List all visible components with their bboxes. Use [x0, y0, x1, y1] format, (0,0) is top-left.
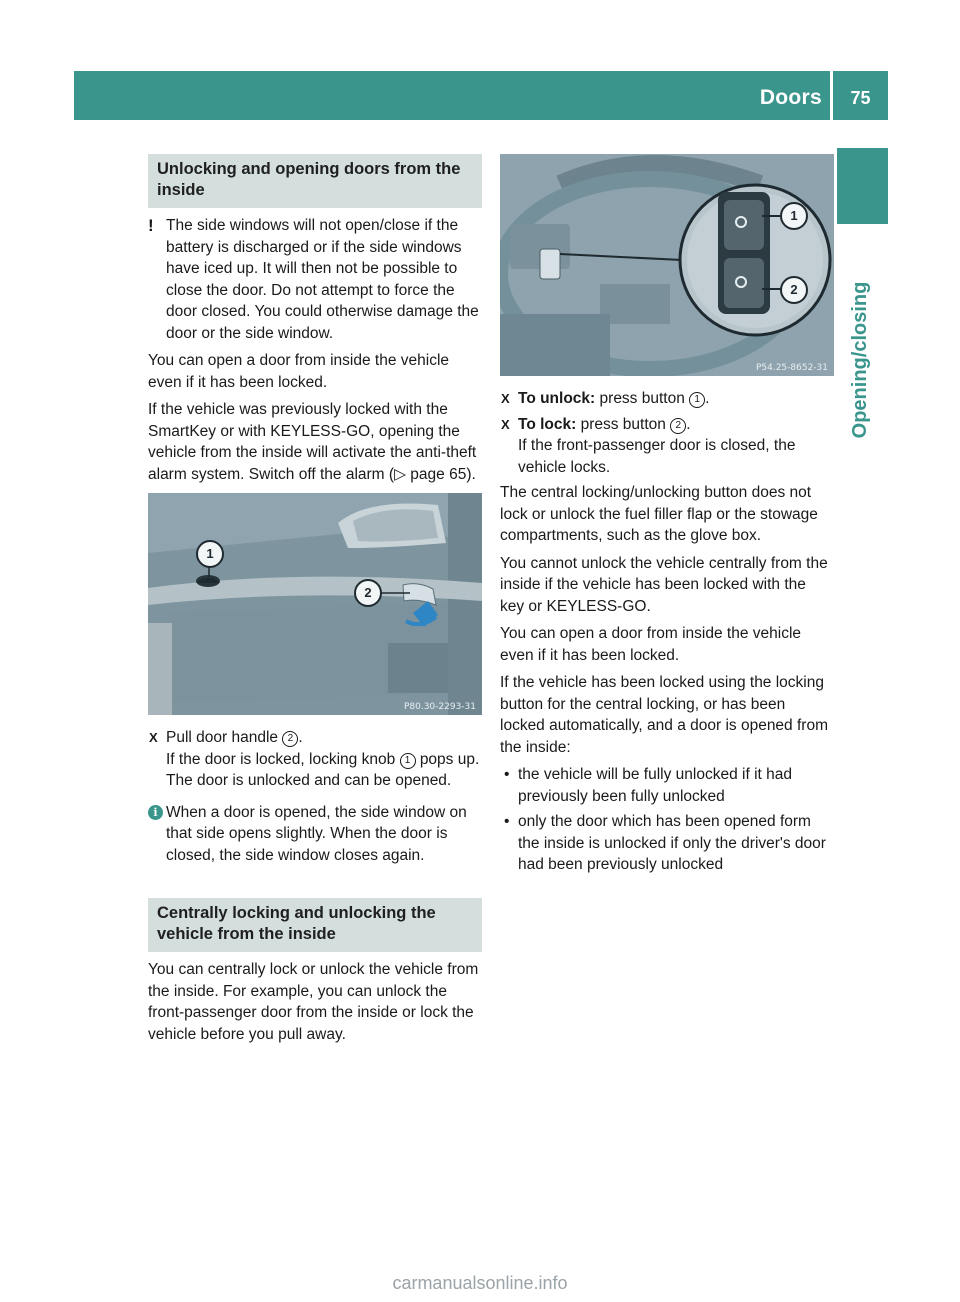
list-item-text: only the door which has been opened form the inside is unlocked if only the driver's door had been previously unlocked: [518, 813, 826, 873]
door-locking-button-illustration: [500, 154, 834, 376]
figure-code: P54.25-8652-31: [755, 363, 828, 373]
step-arrow-icon: X: [501, 391, 510, 406]
list-item-text: the vehicle will be fully unlocked if it had previously been fully unlocked: [518, 766, 792, 805]
list-item: [500, 764, 834, 807]
callout-ref-2: 2: [670, 418, 686, 434]
callout-ref-1: 1: [689, 392, 705, 408]
instruction-step: [148, 727, 482, 792]
list-item: [500, 811, 834, 876]
instruction-step-lock: X To lock: press button 2 . If the front-passenger door is closed, the vehicle locks.: [501, 415, 796, 476]
callout-ref-1: 1: [400, 753, 416, 769]
step-label: To unlock:: [518, 390, 596, 407]
left-column: [148, 154, 482, 1051]
callout-2: 2: [780, 276, 808, 304]
step-detail: pops up. The door is unlocked and can be opened.: [166, 750, 480, 789]
paragraph: The central locking/unlocking button does not lock or unlock the fuel filler flap or the stowage compartments, such as the glove box.: [500, 484, 818, 544]
warning-icon: !: [148, 216, 154, 235]
paragraph: You can open a door from inside the vehicle even if it has been locked.: [148, 352, 450, 391]
step-punct: .: [298, 729, 303, 746]
bullet-icon: •: [504, 766, 510, 783]
warning-note: [148, 215, 482, 344]
right-column: [500, 154, 834, 880]
info-note-text: When a door is opened, the side window on that side opens slightly. When the door is closed, the side window closes again.: [166, 803, 467, 864]
footer-watermark[interactable]: carmanualsonline.info: [392, 1273, 568, 1293]
callout-2: 2: [354, 579, 382, 607]
callout-1: 1: [780, 202, 808, 230]
step-text: Pull door handle: [166, 729, 279, 746]
door-interior-illustration: [148, 493, 482, 715]
paragraph-text: If the vehicle was previously locked with the SmartKey or with KEYLESS-GO, opening the vehicle from the inside will activate the anti-theft alarm system. Switch off the alarm: [148, 401, 477, 483]
side-tab: [837, 148, 888, 224]
page-reference: (▷ page 65).: [388, 465, 476, 483]
info-icon: i: [148, 805, 163, 820]
page-title: Doors: [759, 86, 822, 109]
info-note: [148, 802, 482, 867]
bullet-icon: •: [504, 813, 510, 830]
warning-note-text: The side windows will not open/close if the battery is discharged or if the side windows have iced up. It will then not be possible to close the door. Do not attempt to force the door closed. You could otherwise damage the door or the side window.: [166, 217, 479, 342]
spacer: [148, 872, 482, 898]
side-tab-label: Opening/closing: [849, 281, 871, 439]
step-label: To lock:: [518, 415, 577, 433]
callout-1: 1: [196, 540, 224, 568]
paragraph: [148, 399, 482, 485]
paragraph: If the vehicle has been locked using the locking button for the central locking, or has been locked automatically, and a door is opened from the inside:: [500, 674, 828, 756]
door-handle-figure: [148, 493, 482, 715]
figure-code: P80.30-2293-31: [403, 702, 476, 712]
callout-ref-2: 2: [282, 731, 298, 747]
paragraph: You cannot unlock the vehicle centrally from the inside if the vehicle has been locked with the key or KEYLESS-GO.: [500, 554, 828, 615]
step-detail: If the front-passenger door is closed, the vehicle locks.: [518, 437, 796, 476]
step-text: press button: [580, 415, 666, 433]
step-detail: If the door is locked, locking knob: [166, 750, 396, 768]
paragraph: You can centrally lock or unlock the vehicle from the inside. For example, you can unlock the front-passenger door from the inside or lock the vehicle before you pull away.: [148, 961, 479, 1043]
instruction-step-unlock: X To unlock: press button 1 .: [500, 388, 834, 410]
section-heading-unlocking: Unlocking and opening doors from the inside: [148, 154, 482, 208]
page-number: 75: [850, 88, 871, 108]
step-text: press button: [599, 390, 685, 407]
header-bar: [74, 71, 830, 120]
locking-button-figure: [500, 154, 834, 376]
step-arrow-icon: X: [149, 730, 158, 745]
paragraph: You can open a door from inside the vehicle even if it has been locked.: [500, 625, 802, 664]
section-heading-central-locking: Centrally locking and unlocking the vehicle from the inside: [148, 898, 482, 952]
step-arrow-icon: X: [501, 416, 510, 432]
